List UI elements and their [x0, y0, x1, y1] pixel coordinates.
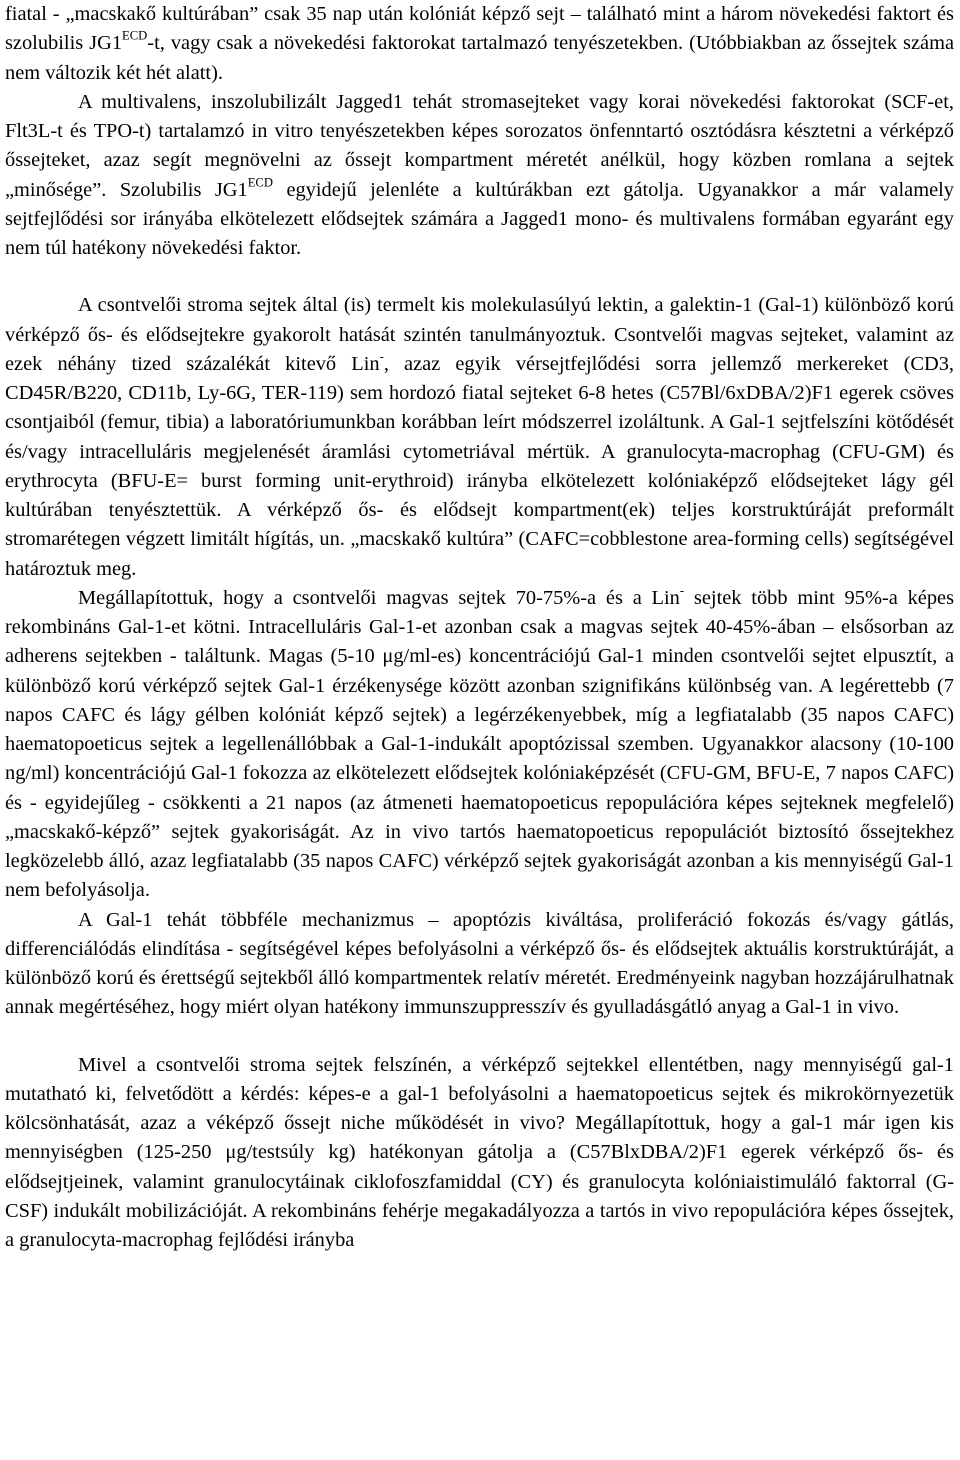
p4-text-b: sejtek több mint 95%-a képes rekombináns Gal-1-et kötni. Intracelluláris Gal-1-et azonban csak a magvas sejtek 40-45%-ában – elsősorban az adherens sejtekben - találtunk. Magas (5-10 μg/ml-es) koncentrációjú Gal-1 minden csontvelői sejtet elpusztít, a különböző korú vérképző sejtek Gal-1 érzékenysége között azonban szignifikáns különbség van. A legérettebb (7 napos CAFC és lágy gélben kolóniát képző sejtek) a legérzékenyebbek, míg a legfiatalabb (35 napos CAFC) haematopoeticus sejtek a legellenállóbbak a Gal-1-indukált apoptózissal szemben. Ugyanakkor alacsony (10-100 ng/ml) koncentrációjú Gal-1 fokozza az elkötelezett elődsejtek kolóniaképzését (CFU-GM, BFU-E, 7 napos CAFC) és - egyidejűleg - csökkenti a 21 napos (az átmeneti haematopoeticus repopulációra képes sejteknek megfelelő) „macskakő-képző” sejtek gyakoriságát. Az in vivo tartós haematopoeticus repopulációt biztosító őssejtekhez legközelebb álló, azaz legfiatalabb (35 napos CAFC) vérképző sejtek gyakoriságát azonban a kis mennyiségű Gal-1 nem befolyásolja.: [5, 586, 955, 902]
paragraph-6: [5, 1051, 954, 1256]
p2-text-a: A multivalens, inszolubilizált Jagged1 tehát stromasejteket vagy korai növekedési faktorokat (SCF-et, Flt3L-t és TPO-t) tartalamzó in vitro tenyészetekben képes sorozatos önfenntartó osztódásra késztetni a vérképző őssejteket, azaz segít megnövelni az őssejt kompartment méretét anélkül, hogy közben romlana a sejtek „minősége”. Szolubilis JG1: [5, 90, 954, 201]
p2-text-b: egyidejű jelenléte a kultúrákban ezt gátolja. Ugyanakkor a már valamely sejtfejlődési sor irányába elkötelezett elődsejtek számára a Jagged1 mono- és multivalens formában egyaránt egy nem túl hatékony növekedési faktor.: [5, 178, 954, 259]
p1-superscript-ecd: ECD: [122, 28, 148, 43]
p4-text-a: Megállapítottuk, hogy a csontvelői magvas sejtek 70-75%-a és a Lin: [78, 586, 680, 609]
p2-superscript-ecd: ECD: [247, 175, 273, 190]
paragraph-2: [5, 88, 954, 264]
p3-superscript-minus: -: [379, 349, 384, 364]
paragraph-5: [5, 906, 954, 1023]
p6-text: Mivel a csontvelői stroma sejtek felszínén, a vérképző sejtekkel ellentétben, nagy mennyiségű gal-1 mutatható ki, felvetődött a kérdés: képes-e a gal-1 befolyásolni a haematopoeticus sejtek és mikrokörnyezetük kölcsönhatását, azaz a véképző őssejt niche működését in vivo? Megállapítottuk, hogy a gal-1 már igen kis mennyiségben (125-250 μg/testsúly kg) hatékonyan gátolja a (C57BlxDBA/2)F1 egerek vérképző ős- és elődsejtjeinek, valamint granulocytáinak ciklofoszfamiddal (CY) és granulocyta kolóniaistimuláló faktorral (G-CSF) indukált mobilizációját. A rekombináns fehérje megakadályozza a tartós in vivo repopulációra képes őssejtek, a granulocyta-macrophag fejlődési irányba: [5, 1053, 954, 1251]
p4-superscript-minus: -: [679, 583, 685, 598]
p3-text-b: , azaz egyik vérsejtfejlődési sorra jellemző merkereket (CD3, CD45R/B220, CD11b, Ly-6G, TER-119) sem hordozó fiatal sejteket 6-8 hetes (C57Bl/6xDBA/2)F1 egerek csöves csontjaiból (femur, tibia) a laboratóriumunkban korábban leírt módszerrel izoláltunk. A Gal-1 sejtfelszíni kötődését és/vagy intracelluláris megjelenését áramlási cytometriával mértük. A granulocyta-macrophag (CFU-GM) és erythrocyta (BFU-E= burst forming unit-erythroid) irányba elkötelezett kolóniaképző elődsejteket lágy gél kultúrában tenyésztettük. A vérképző ős- és elődsejt kompartment(ek) teljes korstruktúráját preformált stromarétegen végzett limitált hígítás, un. „macskakő kultúra” (CAFC=cobblestone area-forming cells) segítségével határoztuk meg.: [5, 352, 955, 580]
p5-text: A Gal-1 tehát többféle mechanizmus – apoptózis kiváltása, proliferáció fokozás és/vagy gátlás, differenciálódás elindítása - segítségével képes befolyásolni a vérképző ős- és elődsejtek aktuális korstruktúráját, a különböző korú és érettségű sejtekből álló kompartmentek relatív méretét. Eredményeink nagyban hozzájárulhatnak annak megértéséhez, hogy miért olyan hatékony immunszuppresszív és gyulladásgátló anyag a Gal-1 in vivo.: [5, 908, 954, 1019]
paragraph-1: [5, 0, 954, 88]
paragraph-4: [5, 584, 954, 906]
p1-text-a: fiatal - „macskakő kultúrában” csak 35 nap után kolóniát képző sejt – található mint a három növekedési faktort és szolubilis JG1: [5, 3, 954, 55]
paragraph-3: [5, 291, 954, 584]
p3-text-a: A csontvelői stroma sejtek által (is) termelt kis molekulasúlyú lektin, a galektin-1 (Gal-1) különböző korú vérképző ős- és elődsejtekre gyakorolt hatását szintén tanulmányoztuk. Csontvelői magvas sejteket, valamint az ezek néhány tized százalékát kitevő Lin: [5, 294, 954, 375]
p1-text-b: -t, vagy csak a növekedési faktorokat tartalmazó tenyészetekben. (Utóbbiakban az őssejtek száma nem változik két hét alatt).: [5, 32, 955, 84]
